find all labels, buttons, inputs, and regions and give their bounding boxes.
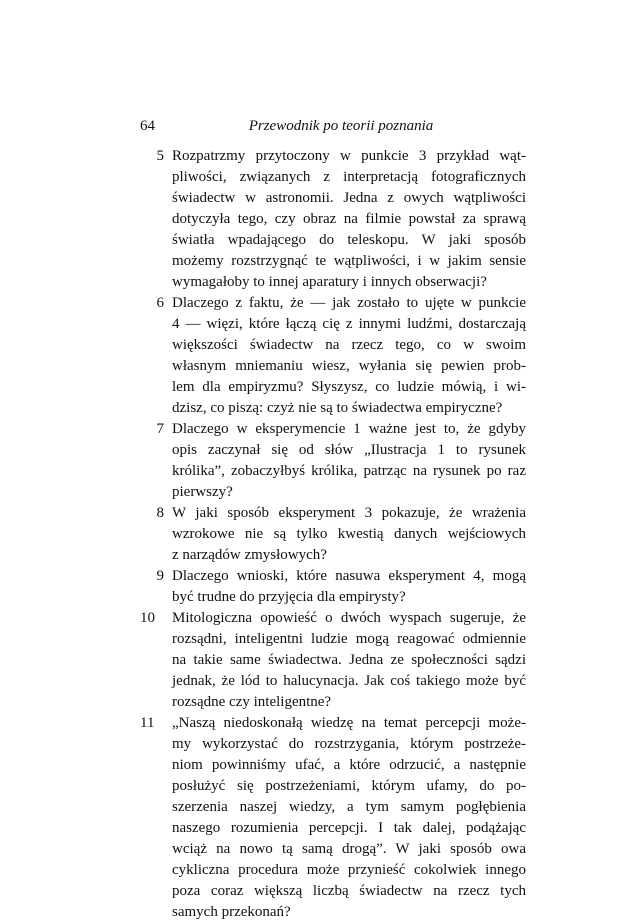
text-line: Dlaczego wnioski, które nasuwa eksperyment 4, mogą — [172, 568, 526, 584]
text-line: poza coraz większą liczbą świadectw na rzecz tych — [172, 883, 526, 899]
question-text — [172, 713, 526, 923]
text-line: świadectw w astronomii. Jedna z owych wątpliwości — [172, 190, 526, 206]
text-line: Dlaczego z faktu, że — jak zostało to ujęte w punkcie — [172, 295, 526, 311]
question-text — [172, 293, 526, 419]
page-header — [140, 116, 502, 136]
question-number: 7 — [156, 421, 164, 437]
text-line: z narządów zmysłowych? — [172, 547, 327, 563]
text-line: W jaki sposób eksperyment 3 pokazuje, że wrażenia — [172, 505, 526, 521]
question-number: 8 — [156, 505, 164, 521]
text-line: na takie same świadectwa. Jedna ze społeczności sądzi — [172, 652, 526, 668]
text-line: samych przekonań? — [172, 904, 291, 920]
text-line: rozsądne czy inteligentne? — [172, 694, 332, 710]
text-line: większości świadectw na rzecz tego, co w swoim — [172, 337, 526, 353]
text-line: naszego rozumienia percepcji. I tak dalej, podążając — [172, 820, 526, 836]
text-line: rozsądni, inteligentni ludzie mogą reagować odmiennie — [172, 631, 526, 647]
text-line: my wykorzystać do rozstrzygania, którym postrzeże- — [172, 736, 526, 752]
text-line: pierwszy? — [172, 484, 233, 500]
text-line: wciąż na nowo tą samą drogą”. W jaki sposób owa — [172, 841, 526, 857]
question-item — [140, 566, 526, 608]
question-list — [140, 146, 526, 923]
text-line: możemy rozstrzygnąć te wątpliwości, i w jakim sensie — [172, 253, 526, 269]
question-number: 6 — [156, 295, 164, 311]
question-text — [172, 146, 526, 293]
text-line: wzrokowe nie są tylko kwestią danych wejściowych — [172, 526, 526, 542]
text-line: cykliczna procedura może przynieść cokolwiek innego — [172, 862, 526, 878]
text-line: dotyczyła tego, czy obraz na filmie powstał za sprawą — [172, 211, 526, 227]
text-line: królika”, zobaczyłbyś królika, patrząc na rysunek po raz — [172, 463, 526, 479]
question-text — [172, 419, 526, 503]
text-line: Mitologiczna opowieść o dwóch wyspach sugeruje, że — [172, 610, 526, 626]
text-line: pliwości, związanych z interpretacją fotograficznych — [172, 169, 526, 185]
text-line: „Naszą niedoskonałą wiedzę na temat percepcji może- — [172, 715, 526, 731]
text-line: własnym mniemaniu wiesz, wyłania się pewien prob- — [172, 358, 526, 374]
text-line: światła wpadającego do teleskopu. W jaki sposób — [172, 232, 526, 248]
text-line: niom powinniśmy ufać, a które odrzucić, a następnie — [172, 757, 526, 773]
text-line: szerzenia naszej wiedzy, a tym samym pogłębienia — [172, 799, 526, 815]
question-number: 10 — [140, 610, 155, 626]
page-number: 64 — [140, 118, 155, 134]
text-line: dzisz, co piszą: czyż nie są to świadectwa empiryczne? — [172, 400, 503, 416]
running-title: Przewodnik po teorii poznania — [248, 118, 434, 134]
question-number: 5 — [156, 148, 164, 164]
text-line: Rozpatrzmy przytoczony w punkcie 3 przykład wąt- — [172, 148, 526, 164]
text-line: Dlaczego w eksperymencie 1 ważne jest to, że gdyby — [172, 421, 526, 437]
text-line: wymagałoby to innej aparatury i innych obserwacji? — [172, 274, 487, 290]
text-line: być trudne do przyjęcia dla empirysty? — [172, 589, 406, 605]
question-number: 9 — [156, 568, 164, 584]
question-number: 11 — [140, 715, 155, 731]
question-text — [172, 503, 526, 566]
text-line: 4 — więzi, które łączą cię z innymi ludźmi, dostarczają — [172, 316, 526, 332]
question-item — [140, 146, 526, 293]
question-item — [140, 608, 526, 713]
question-item — [140, 713, 526, 923]
question-text — [172, 566, 526, 608]
question-item — [140, 293, 526, 419]
question-item — [140, 503, 526, 566]
question-text — [172, 608, 526, 713]
text-line: jednak, że lód to halucynacja. Jak coś takiego może być — [172, 673, 526, 689]
text-line: posłużyć się postrzeżeniami, którym ufamy, do po- — [172, 778, 526, 794]
text-line: lem dla empiryzmu? Słyszysz, co ludzie mówią, i wi- — [172, 379, 526, 395]
question-item — [140, 419, 526, 503]
text-line: opis zaczynał się od słów „Ilustracja 1 to rysunek — [172, 442, 526, 458]
